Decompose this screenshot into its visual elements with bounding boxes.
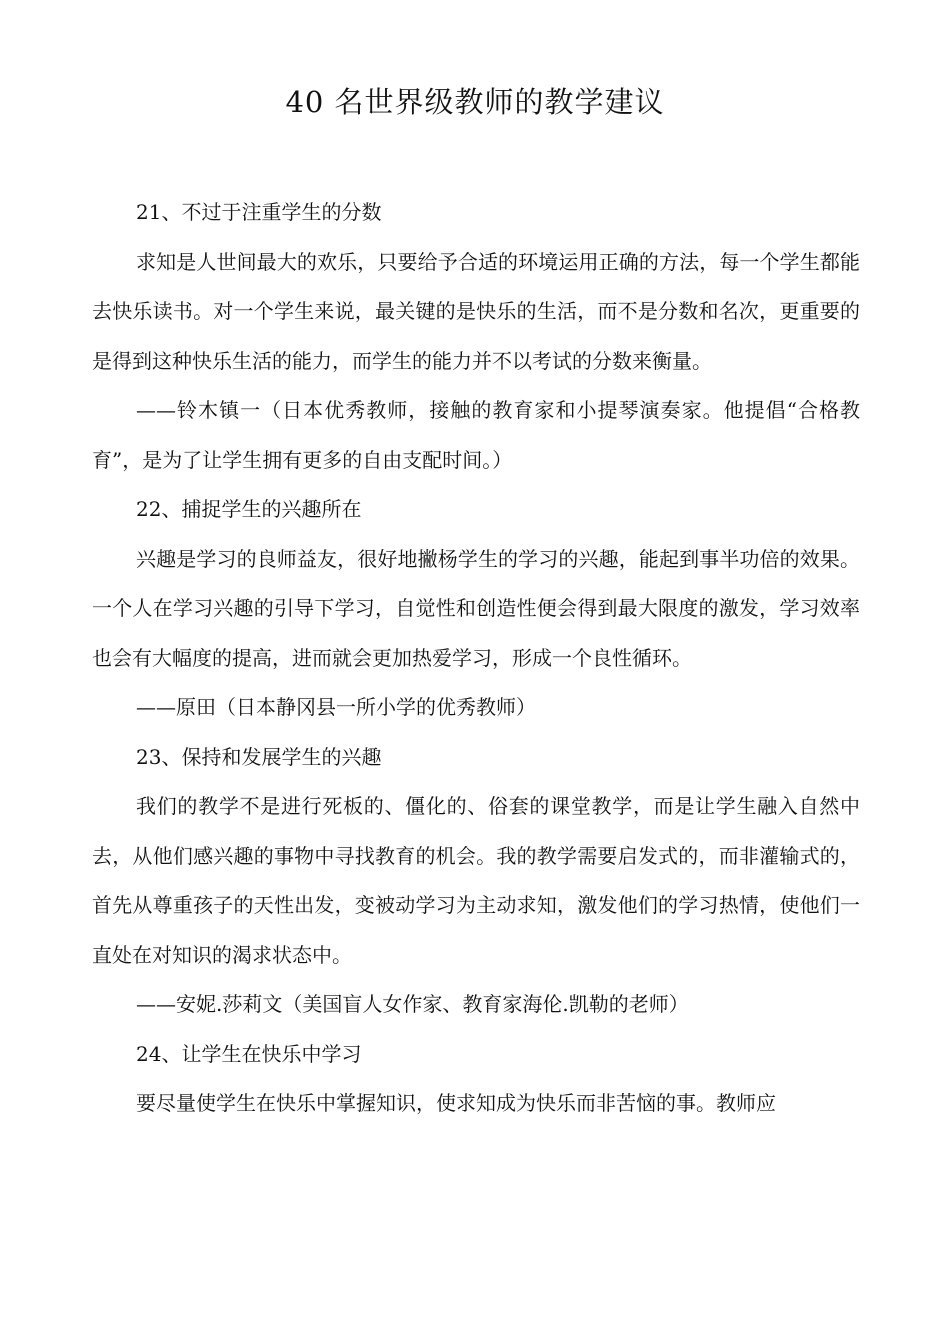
- paragraph-body: 要尽量使学生在快乐中掌握知识，使求知成为快乐而非苦恼的事。教师应: [136, 1091, 776, 1115]
- paragraph-body: 求知是人世间最大的欢乐，只要给予合适的环境运用正确的方法，每一个学生都能去快乐读书。对一个学生来说，最关键的是快乐的生活，而不是分数和名次，更重要的是得到这种快乐生活的能力，而学生的能力并不以考试的分数来衡量。: [92, 249, 860, 373]
- section-heading-22: 22、捕捉学生的兴趣所在: [136, 497, 362, 521]
- document-body: [92, 188, 860, 1129]
- paragraph-body: 我们的教学不是进行死板的、僵化的、俗套的课堂教学，而是让学生融入自然中去，从他们感兴趣的事物中寻找教育的机会。我的教学需要启发式的，而非灌输式的，首先从尊重孩子的天性出发，变被动学习为主动求知，激发他们的学习热情，使他们一直处在对知识的渴求状态中。: [92, 794, 860, 967]
- quote-attribution: ——原田（日本静冈县一所小学的优秀教师）: [136, 695, 536, 719]
- document-title: 40 名世界级教师的教学建议: [285, 85, 665, 119]
- paragraph-body: 兴趣是学习的良师益友，很好地撇杨学生的学习的兴趣，能起到事半功倍的效果。一个人在学习兴趣的引导下学习，自觉性和创造性便会得到最大限度的激发，学习效率也会有大幅度的提高，进而就会更加热爱学习，形成一个良性循环。: [92, 546, 860, 670]
- section-heading-23: 23、保持和发展学生的兴趣: [136, 744, 382, 769]
- section-heading-24: 24、让学生在快乐中学习: [136, 1041, 362, 1066]
- section-heading-21: 21、不过于注重学生的分数: [136, 200, 382, 224]
- quote-attribution: ——安妮.莎莉文（美国盲人女作家、教育家海伦.凯勒的老师）: [136, 992, 689, 1016]
- quote-attribution: ——铃木镇一（日本优秀教师，接触的教育家和小提琴演奏家。他提倡“合格教育”，是为了让学生拥有更多的自由支配时间。）: [92, 398, 860, 472]
